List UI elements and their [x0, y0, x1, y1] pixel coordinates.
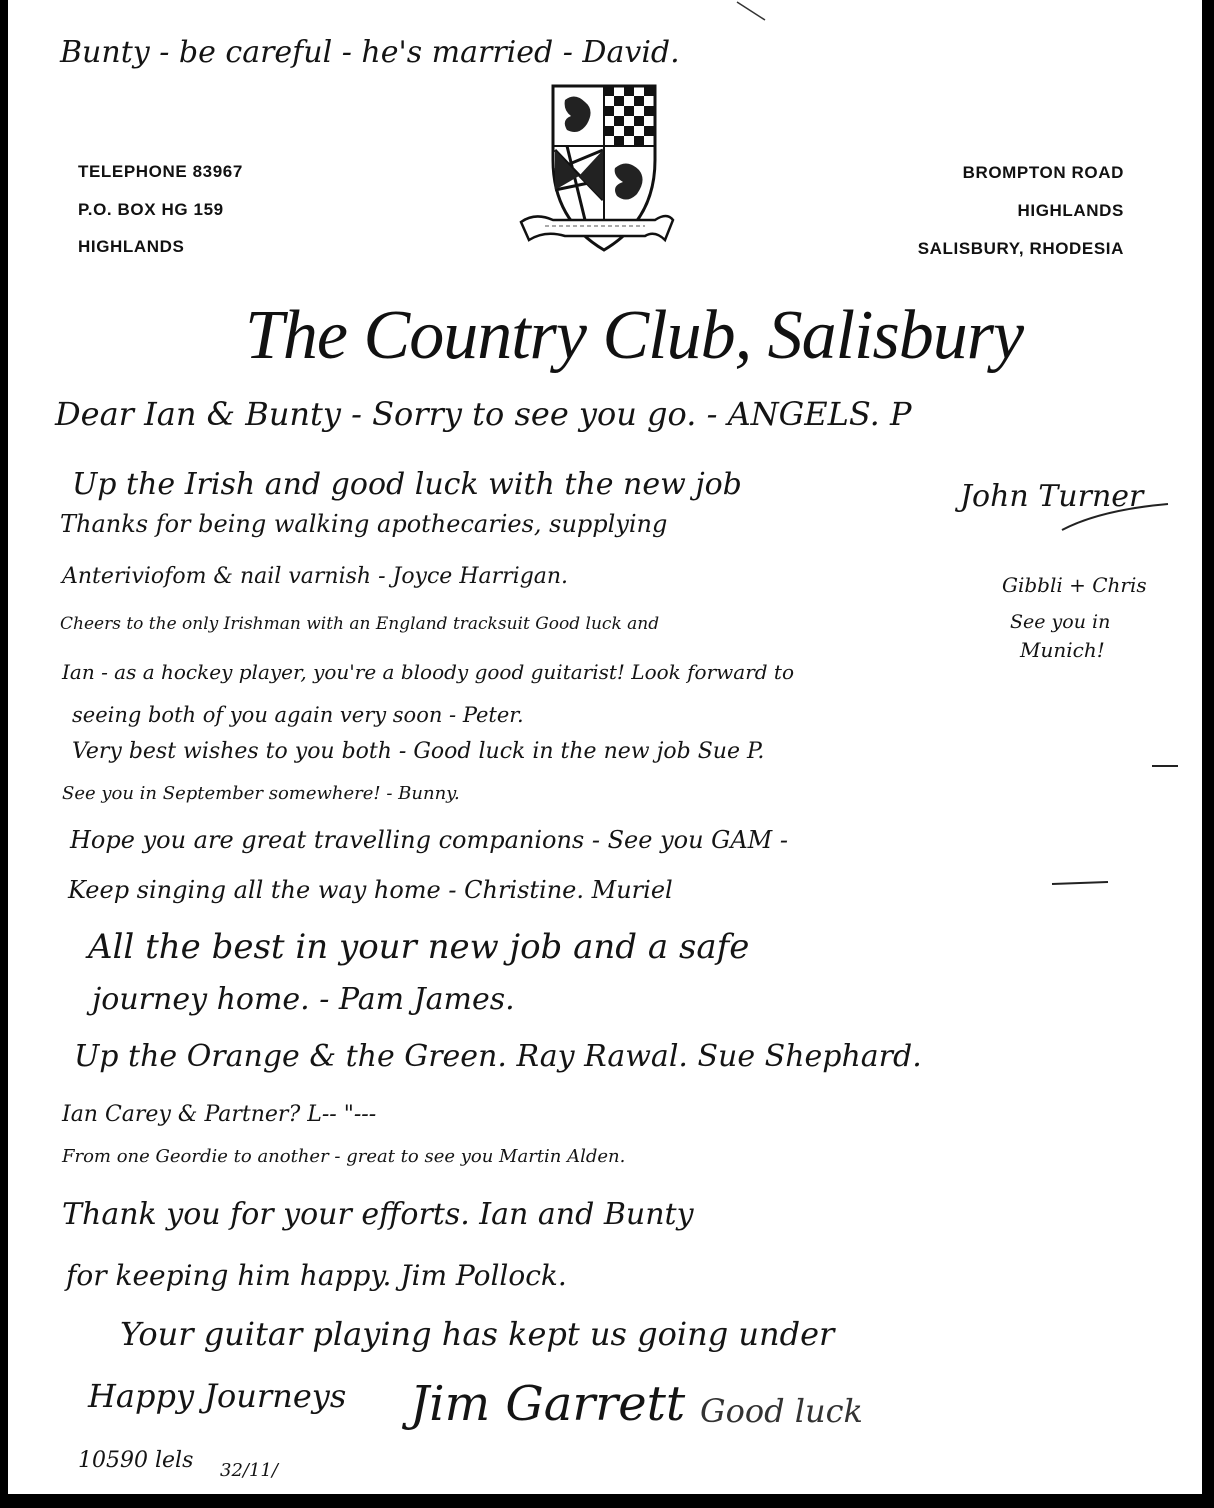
- message-line-1: Dear Ian & Bunty - Sorry to see you go. - ANGELS. P: [55, 395, 912, 433]
- message-line-7: seeing both of you again very soon - Peter.: [72, 703, 524, 727]
- side-note-see-you-in: See you in: [1010, 611, 1111, 633]
- message-line-8: Very best wishes to you both - Good luck in the new job Sue P.: [72, 739, 765, 764]
- coat-of-arms-crest: [515, 80, 675, 260]
- pen-stroke-2: [1050, 870, 1110, 890]
- message-line-4: Anteriviofom & nail varnish - Joyce Harrigan.: [62, 564, 569, 589]
- message-line-14: Up the Orange & the Green. Ray Rawal. Sue Shephard.: [74, 1039, 922, 1074]
- message-line-6: Ian - as a hockey player, you're a bloody good guitarist! Look forward to: [62, 660, 794, 684]
- club-title: The Country Club, Salisbury: [245, 297, 1024, 374]
- message-line-3: Thanks for being walking apothecaries, supplying: [60, 510, 668, 538]
- message-line-16: From one Geordie to another - great to see you Martin Alden.: [62, 1146, 626, 1167]
- letterhead-telephone: TELEPHONE 83967: [78, 162, 243, 181]
- letterhead-highlands-left: HIGHLANDS: [78, 237, 185, 256]
- message-line-12: All the best in your new job and a safe: [88, 927, 750, 967]
- pen-stroke-1: [1060, 500, 1170, 540]
- side-note-munich: Munich!: [1020, 638, 1105, 662]
- top-note: Bunty - be careful - he's married - David.: [60, 35, 680, 70]
- message-line-9: See you in September somewhere! - Bunny.: [62, 783, 460, 804]
- letterhead-po-box: P.O. BOX HG 159: [78, 200, 224, 219]
- letterhead-road: BROMPTON ROAD: [962, 163, 1124, 182]
- scan-mark: [735, 0, 775, 24]
- message-line-10: Hope you are great travelling companions - See you GAM -: [70, 826, 788, 854]
- message-line-19: Your guitar playing has kept us going under: [120, 1315, 835, 1353]
- letterhead-highlands-right: HIGHLANDS: [1017, 201, 1124, 220]
- side-note-john-turner: John Turner: [960, 479, 1144, 514]
- side-note-gibbli-chris: Gibbli + Chris: [1002, 573, 1147, 597]
- message-line-2: Up the Irish and good luck with the new job: [72, 467, 742, 502]
- scan-edge-bottom: [0, 1494, 1214, 1508]
- message-line-5: Cheers to the only Irishman with an England tracksuit Good luck and: [60, 614, 660, 634]
- message-line-13: journey home. - Pam James.: [92, 982, 515, 1017]
- message-line-20: Happy Journeys: [88, 1377, 347, 1415]
- message-line-18: for keeping him happy. Jim Pollock.: [66, 1259, 567, 1292]
- message-line-17: Thank you for your efforts. Ian and Bunty: [62, 1197, 694, 1232]
- message-line-21: Good luck: [700, 1392, 863, 1430]
- bottom-mark-2: 32/11/: [220, 1460, 278, 1481]
- letterhead-city: SALISBURY, RHODESIA: [917, 239, 1124, 258]
- bottom-mark-1: 10590 lels: [78, 1448, 194, 1473]
- message-line-11: Keep singing all the way home - Christine. Muriel: [68, 876, 673, 904]
- signature-jim-garrett: Jim Garrett: [410, 1376, 686, 1432]
- message-line-15: Ian Carey & Partner? L-- "---: [62, 1102, 377, 1127]
- scan-edge-right: [1202, 0, 1214, 1508]
- pen-stroke-3: [1150, 760, 1180, 772]
- scan-edge-left: [0, 0, 8, 1508]
